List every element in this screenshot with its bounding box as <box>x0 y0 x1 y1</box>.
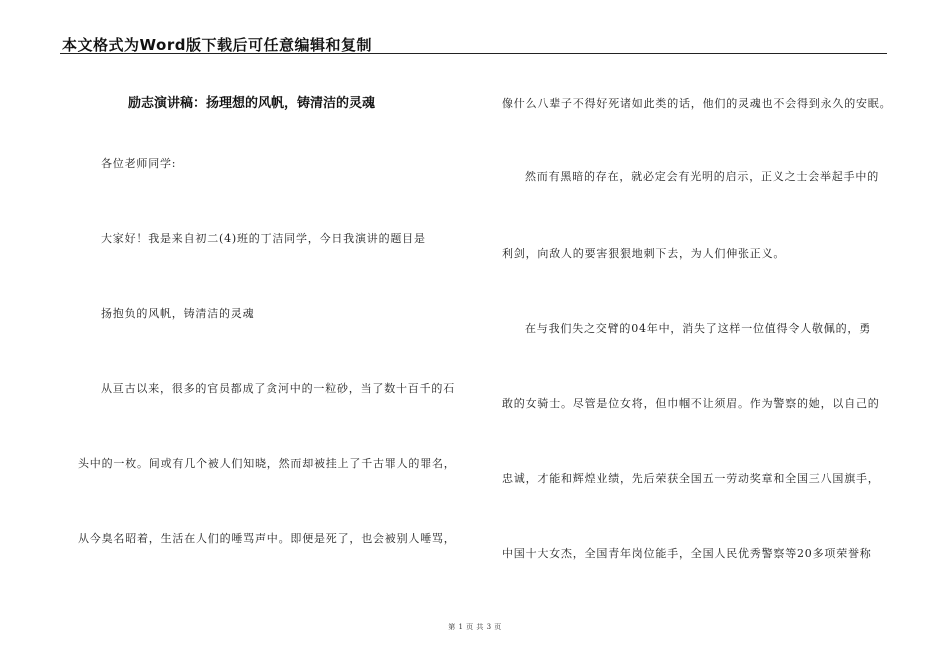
header-divider <box>60 53 887 54</box>
paragraph-line: 大家好！我是来自初二(4)班的丁洁同学，今日我演讲的题目是 <box>101 232 426 245</box>
paragraph-line: 中国十大女杰，全国青年岗位能手，全国人民优秀警察等20多项荣誉称 <box>502 547 872 560</box>
paragraph-line: 利剑，向敌人的要害狠狠地刺下去，为人们伸张正义。 <box>502 247 786 260</box>
paragraph-line: 像什么八辈子不得好死诸如此类的话，他们的灵魂也不会得到永久的安眠。 <box>502 97 892 110</box>
document-header: 本文格式为Word版下载后可任意编辑和复制 <box>62 36 372 54</box>
paragraph-line: 忠诚，才能和辉煌业绩，先后荣获全国五一劳动奖章和全国三八国旗手， <box>502 472 880 485</box>
paragraph-line: 敢的女骑士。尽管是位女将，但巾帼不让须眉。作为警察的她，以自己的 <box>502 397 880 410</box>
paragraph-line: 扬抱负的风帆，铸清洁的灵魂 <box>101 307 255 320</box>
page-number-footer: 第 1 页 共 3 页 <box>448 623 502 631</box>
paragraph-line: 然而有黑暗的存在，就必定会有光明的启示，正义之士会举起手中的 <box>525 170 879 183</box>
paragraph-line: 在与我们失之交臂的04年中，消失了这样一位值得令人敬佩的，勇 <box>525 322 871 335</box>
document-title: 励志演讲稿：扬理想的风帆，铸清洁的灵魂 <box>128 96 376 111</box>
paragraph-line: 各位老师同学: <box>101 157 177 170</box>
paragraph-line: 头中的一枚。间或有几个被人们知晓，然而却被挂上了千古罪人的罪名， <box>78 457 456 470</box>
paragraph-line: 从今臭名昭着，生活在人们的唾骂声中。即便是死了，也会被别人唾骂， <box>78 532 456 545</box>
paragraph-line: 从亘古以来，很多的官员都成了贪河中的一粒砂，当了数十百千的石 <box>101 382 455 395</box>
